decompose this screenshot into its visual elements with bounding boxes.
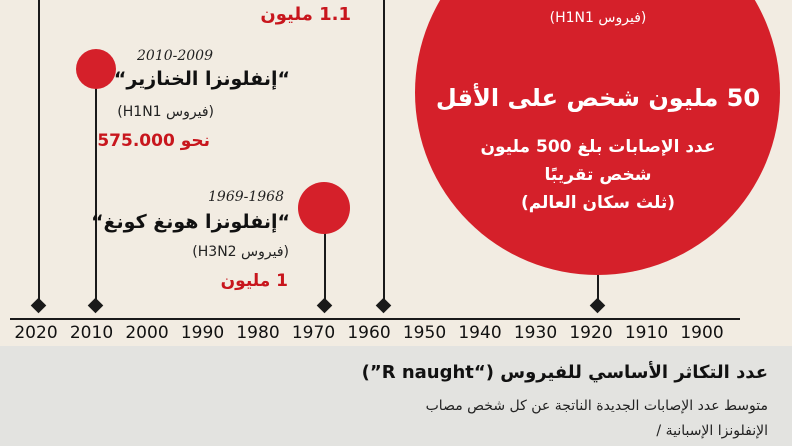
- swine-flu-years: 2010-2009: [137, 48, 213, 64]
- axis-tick-1900: 1900: [680, 323, 724, 343]
- spanish-flu-virus: (فيروس H1N1): [549, 10, 647, 26]
- swine-flu-virus: (فيروس H1N1): [117, 104, 214, 120]
- timeline-line-1957: [383, 0, 385, 305]
- spanish-flu-infections-2: شخص تقريبًا: [544, 165, 652, 185]
- axis-tick-1910: 1910: [624, 323, 669, 343]
- r-naught-description: متوسط عدد الإصابات الجديدة الناتجة عن كل شخص مصاب: [425, 398, 768, 414]
- axis-tick-1940: 1940: [458, 323, 502, 343]
- hongkong-flu-circle: [298, 182, 350, 234]
- axis-tick-1980: 1980: [236, 323, 280, 343]
- marker-1918: [590, 298, 606, 314]
- axis-tick-1920: 1920: [569, 323, 613, 343]
- marker-2009: [88, 298, 104, 314]
- hongkong-flu-years: 1969-1968: [208, 189, 284, 205]
- marker-2020: [31, 298, 47, 314]
- timeline-axis: [10, 318, 740, 320]
- spanish-flu-infections-3: (ثلث سكان العالم): [520, 193, 676, 213]
- hongkong-flu-name: “إنفلونزا هونغ كونغ“: [91, 211, 290, 233]
- marker-1968: [317, 298, 333, 314]
- swine-flu-name: “إنفلونزا الخنازير“: [113, 68, 290, 90]
- axis-tick-1960: 1960: [347, 323, 391, 343]
- r-naught-title: عدد التكاثر الأساسي للفيروس (“R naught”): [361, 362, 768, 383]
- axis-tick-2010: 2010: [69, 323, 114, 343]
- timeline-line-2009: [95, 80, 97, 305]
- axis-tick-1930: 1930: [513, 323, 558, 343]
- hongkong-flu-deaths: 1 مليون: [220, 271, 288, 291]
- marker-1957: [376, 298, 392, 314]
- axis-tick-2000: 2000: [125, 323, 169, 343]
- hongkong-flu-virus: (فيروس H3N2): [192, 244, 289, 260]
- axis-tick-1950: 1950: [402, 323, 447, 343]
- swine-flu-deaths: نحو 575.000: [97, 131, 210, 151]
- spanish-flu-infections-1: عدد الإصابات بلغ 500 مليون: [480, 137, 716, 157]
- axis-tick-1970: 1970: [291, 323, 336, 343]
- spanish-flu-deaths: 50 مليون شخص على الأقل: [435, 84, 761, 112]
- asian-flu-deaths: 1.1 مليون: [260, 4, 351, 25]
- swine-flu-circle: [76, 49, 116, 89]
- axis-tick-1990: 1990: [180, 323, 225, 343]
- timeline-line-1968: [324, 222, 326, 305]
- timeline-line-2020: [38, 0, 40, 305]
- r-naught-spanish-label: الإنفلونزا الإسبانية /: [656, 423, 768, 439]
- axis-tick-2020: 2020: [14, 323, 58, 343]
